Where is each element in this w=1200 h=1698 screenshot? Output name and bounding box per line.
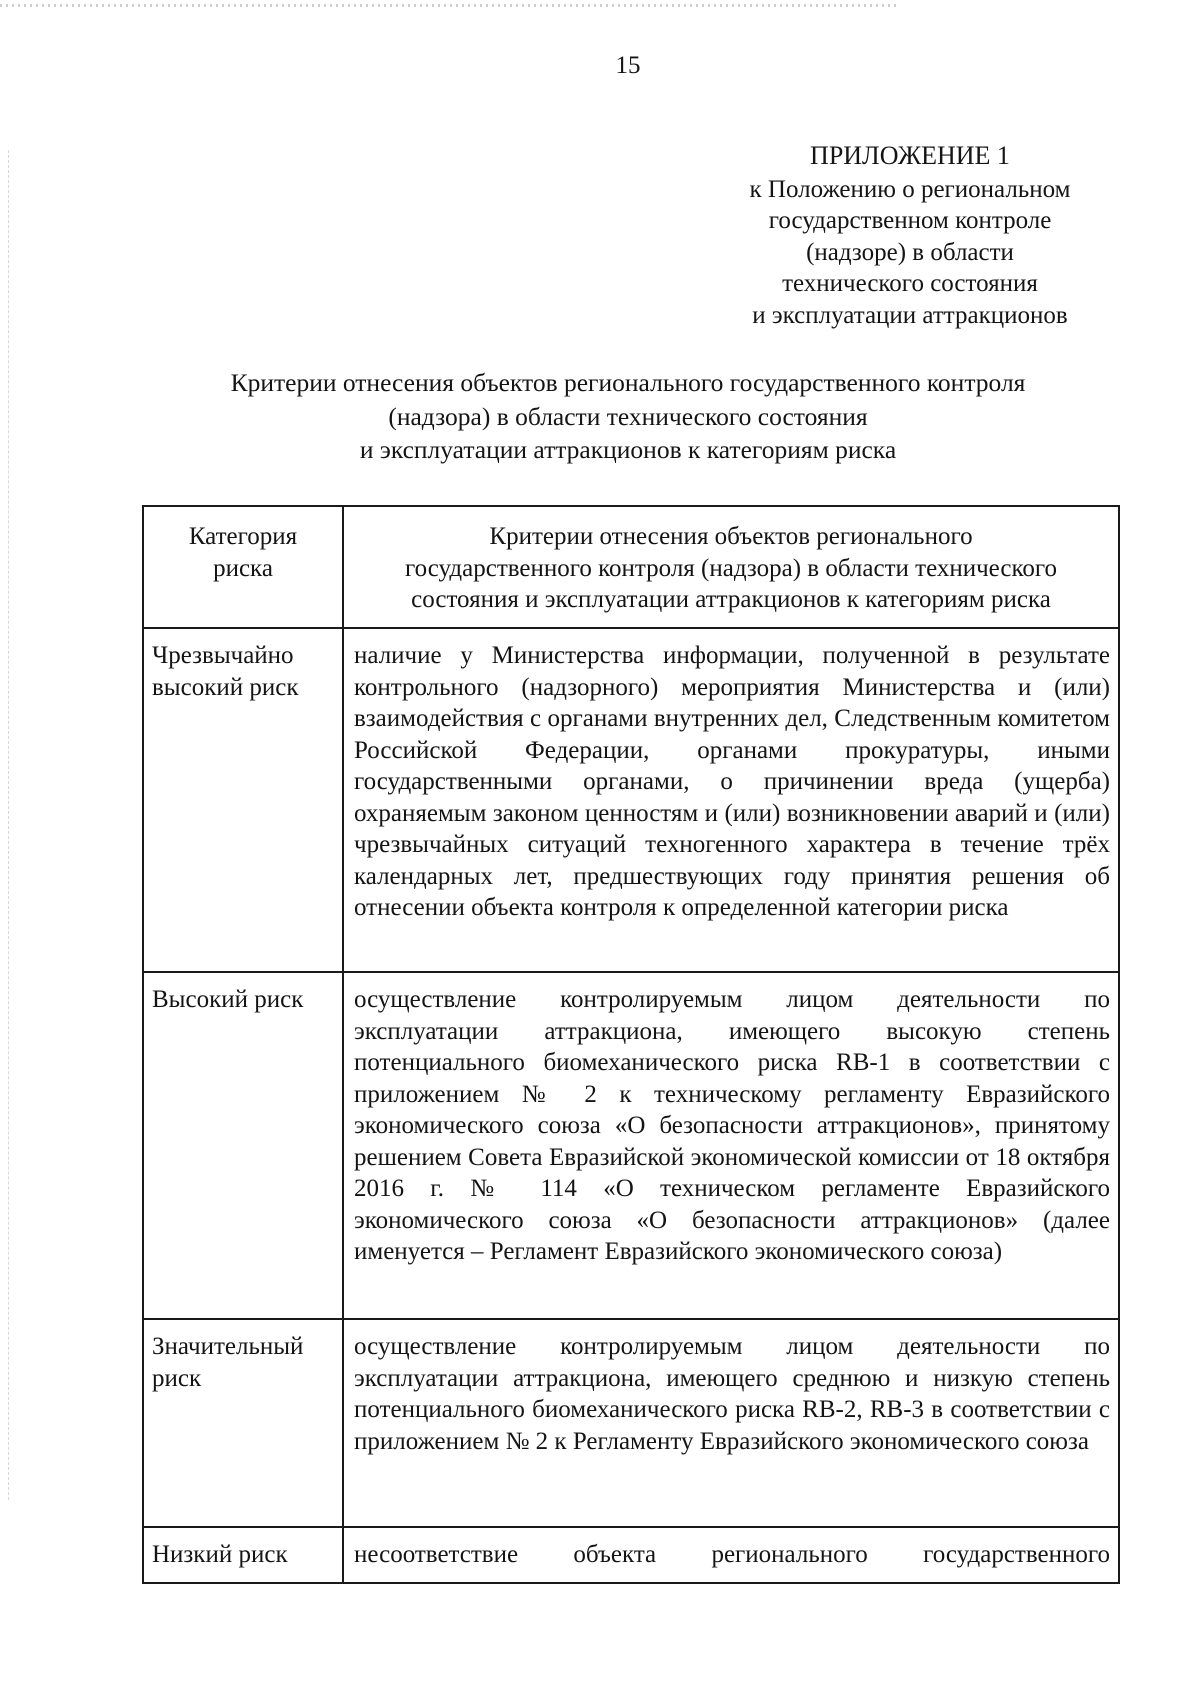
header-category (143, 506, 343, 628)
header-category-line: риска (213, 554, 273, 582)
scan-edge-left (8, 150, 10, 1500)
table-row (143, 972, 1119, 1319)
header-criteria (343, 506, 1119, 628)
appendix-line: к Положению о региональном (749, 175, 1071, 203)
appendix-line: (надзоре) в области (806, 238, 1014, 266)
header-criteria-line: государственного контроля (надзора) в области технического (404, 554, 1057, 582)
risk-category-cell (143, 1319, 343, 1527)
table-row (143, 1527, 1119, 1583)
document-title-line: (надзора) в области технического состояния (388, 401, 868, 431)
risk-category-cell (143, 972, 343, 1319)
document-title (150, 366, 1106, 467)
table-row (143, 1319, 1119, 1527)
risk-category-line: высокий риск (152, 673, 299, 701)
risk-category-line: Низкий риск (152, 1541, 288, 1568)
risk-category-cell (143, 628, 343, 972)
appendix-block (700, 140, 1120, 331)
risk-criteria-cell: осуществление контролируемым лицом деятельности по эксплуатации аттракциона, имеющего среднюю и низкую степень потенциального биомеханического риска RB-2, RB-3 в соответствии с приложением № 2 к Регламенту Евразийского экономического союза (343, 1319, 1119, 1527)
table-row (143, 628, 1119, 972)
appendix-line: государственном контроле (768, 207, 1052, 234)
document-title-line: Критерии отнесения объектов регионального государственного контроля (230, 368, 1026, 397)
page-number: 15 (615, 52, 641, 79)
risk-criteria-cell: осуществление контролируемым лицом деятельности по эксплуатации аттракциона, имеющего высокую степень потенциального биомеханического риска RB-1 в соответствии с приложением № 2 к техническому регламенту Евразийского экономического союза «О безопасности аттракционов», принятому решением Совета Евразийской экономической комиссии от 18 октября 2016 г. № 114 «О техническом регламенте Евразийского экономического союза «О безопасности аттракционов» (далее именуется – Регламент Евразийского экономического союза) (343, 972, 1119, 1319)
risk-criteria-table (142, 505, 1120, 1584)
header-criteria-line: Критерии отнесения объектов регионального (489, 523, 973, 550)
risk-category-line: Значительный (152, 1333, 304, 1360)
appendix-title: ПРИЛОЖЕНИЕ 1 (810, 141, 1010, 170)
risk-category-line: Высокий риск (152, 986, 304, 1013)
risk-category-line: Чрезвычайно (152, 642, 294, 669)
risk-category-cell (143, 1527, 343, 1583)
appendix-line: и эксплуатации аттракционов (752, 301, 1068, 329)
table-header-row (143, 506, 1119, 628)
risk-criteria-cell: наличие у Министерства информации, полученной в результате контрольного (надзорного) мероприятия Министерства и (или) взаимодействия с органами внутренних дел, Следственным комитетом Российской Федерации, органами прокуратуры, иными государственными органами, о причинении вреда (ущерба) охраняемым законом ценностям и (или) возникновении аварий и (или) чрезвычайных ситуаций техногенного характера в течение трёх календарных лет, предшествующих году принятия решения об отнесении объекта контроля к определенной категории риска (343, 628, 1119, 972)
scan-edge-top (0, 4, 900, 7)
header-category-line: Категория (188, 523, 298, 550)
document-title-line: и эксплуатации аттракционов к категориям риска (359, 435, 897, 464)
risk-criteria-cell: несоответствие объекта регионального государственного (343, 1527, 1119, 1583)
risk-category-line: риск (152, 1364, 202, 1392)
appendix-line: технического состояния (782, 270, 1038, 297)
header-criteria-line: состояния и эксплуатации аттракционов к категориям риска (411, 586, 1051, 613)
